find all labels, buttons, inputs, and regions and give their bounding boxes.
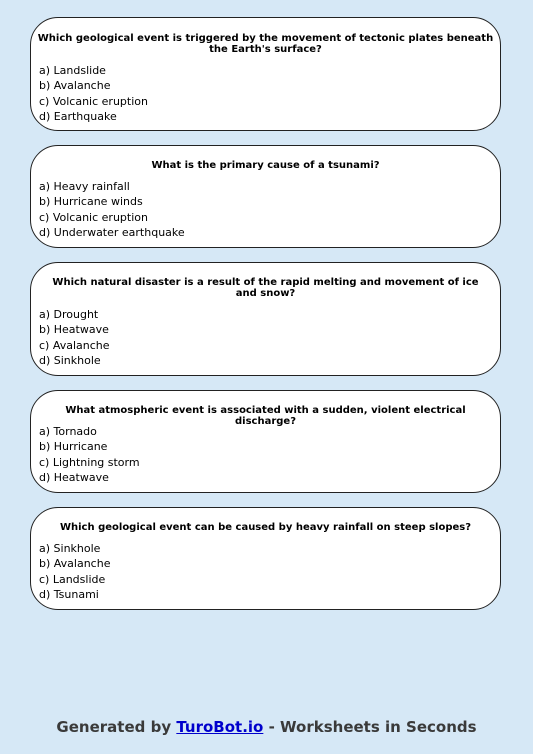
option-b: b) Avalanche bbox=[39, 79, 111, 93]
option-d: d) Heatwave bbox=[39, 470, 109, 484]
question-text: Which natural disaster is a result of the rapid melting and movement of ice and snow? bbox=[52, 277, 479, 299]
question-card-4 bbox=[30, 390, 501, 493]
option-a: a) Sinkhole bbox=[39, 542, 101, 555]
option-a: a) Drought bbox=[39, 308, 99, 321]
options-list bbox=[39, 63, 148, 124]
option-b: b) Heatwave bbox=[39, 323, 109, 337]
question-card-1 bbox=[30, 17, 501, 131]
option-c: c) Lightning storm bbox=[39, 455, 140, 469]
option-a: a) Tornado bbox=[39, 425, 97, 438]
options-list bbox=[39, 307, 110, 368]
question-text: Which geological event can be caused by heavy rainfall on steep slopes? bbox=[59, 522, 472, 533]
options-list bbox=[39, 424, 140, 485]
option-c: c) Landslide bbox=[39, 572, 106, 586]
option-d: d) Tsunami bbox=[39, 587, 99, 601]
option-c: c) Volcanic eruption bbox=[39, 94, 148, 108]
question-text: Which geological event is triggered by the movement of tectonic plates beneath the Earth's surface? bbox=[37, 33, 494, 55]
option-d: d) Sinkhole bbox=[39, 353, 101, 367]
option-c: c) Avalanche bbox=[39, 338, 110, 352]
option-d: d) Underwater earthquake bbox=[39, 225, 185, 239]
question-text: What is the primary cause of a tsunami? bbox=[151, 160, 380, 171]
options-list bbox=[39, 179, 185, 240]
option-a: a) Landslide bbox=[39, 64, 106, 77]
question-card-2 bbox=[30, 145, 501, 248]
footer-prefix: Generated by bbox=[56, 718, 177, 736]
question-text: What atmospheric event is associated with a sudden, violent electrical discharge? bbox=[65, 405, 466, 427]
footer bbox=[0, 718, 533, 736]
footer-suffix: - Worksheets in Seconds bbox=[263, 718, 477, 736]
options-list bbox=[39, 541, 110, 602]
question-card-3 bbox=[30, 262, 501, 376]
option-a: a) Heavy rainfall bbox=[39, 180, 130, 193]
option-b: b) Avalanche bbox=[39, 557, 111, 571]
option-b: b) Hurricane winds bbox=[39, 195, 143, 209]
question-card-5 bbox=[30, 507, 501, 610]
turobot-link[interactable]: TuroBot.io bbox=[176, 718, 264, 736]
option-c: c) Volcanic eruption bbox=[39, 210, 148, 224]
option-b: b) Hurricane bbox=[39, 440, 108, 454]
option-d: d) Earthquake bbox=[39, 109, 117, 123]
